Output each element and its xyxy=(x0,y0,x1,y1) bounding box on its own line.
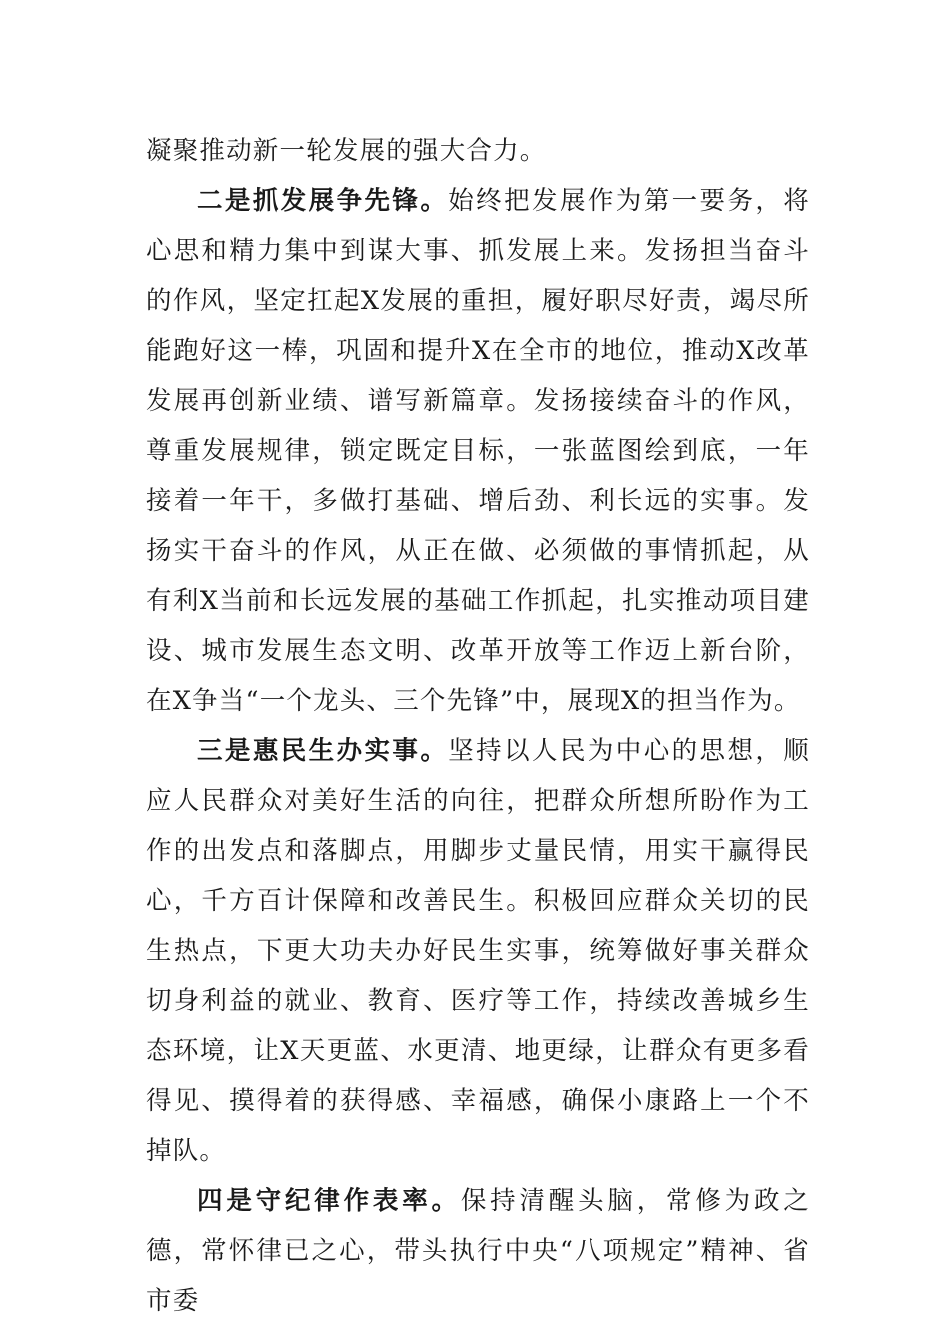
paragraph-text: 坚持以人民为中心的思想，顺应人民群众对美好生活的向往，把群众所想所盼作为工作的出发点和落脚点，用脚步丈量民情，用实干赢得民心，千方百计保障和改善民生。积极回应群众关切的民生热点，下更大功夫办好民生实事，统筹做好事关群众切身利益的就业、教育、医疗等工作，持续改善城乡生态环境，让X天更蓝、水更清、地更绿，让群众有更多看得见、摸得着的获得感、幸福感，确保小康路上一个不掉队。 xyxy=(146,736,810,1166)
paragraph-heading: 二是抓发展争先锋。 xyxy=(197,186,449,216)
paragraph-heading: 四是守纪律作表率。 xyxy=(197,1186,461,1216)
paragraph-discipline xyxy=(146,1176,810,1326)
paragraph-development xyxy=(146,176,810,726)
paragraph-livelihood xyxy=(146,726,810,1176)
paragraph-text: 保持清醒头脑，常修为政之德，常怀律已之心，带头执行中央“八项规定”精神、省市委 xyxy=(146,1186,810,1316)
paragraph-text: 始终把发展作为第一要务，将心思和精力集中到谋大事、抓发展上来。发扬担当奋斗的作风，坚定扛起X发展的重担，履好职尽好责，竭尽所能跑好这一棒，巩固和提升X在全市的地位，推动X改革发展再创新业绩、谱写新篇章。发扬接续奋斗的作风，尊重发展规律，锁定既定目标，一张蓝图绘到底，一年接着一年干，多做打基础、增后劲、利长远的实事。发扬实干奋斗的作风，从正在做、必须做的事情抓起，从有利X当前和长远发展的基础工作抓起，扎实推动项目建设、城市发展生态文明、改革开放等工作迈上新台阶，在X争当“一个龙头、三个先锋”中，展现X的担当作为。 xyxy=(146,186,810,716)
paragraph-heading: 三是惠民生办实事。 xyxy=(197,736,449,766)
paragraph-text: 凝聚推动新一轮发展的强大合力。 xyxy=(146,136,547,166)
paragraph-continuation xyxy=(146,126,810,176)
document-body xyxy=(146,126,810,1326)
